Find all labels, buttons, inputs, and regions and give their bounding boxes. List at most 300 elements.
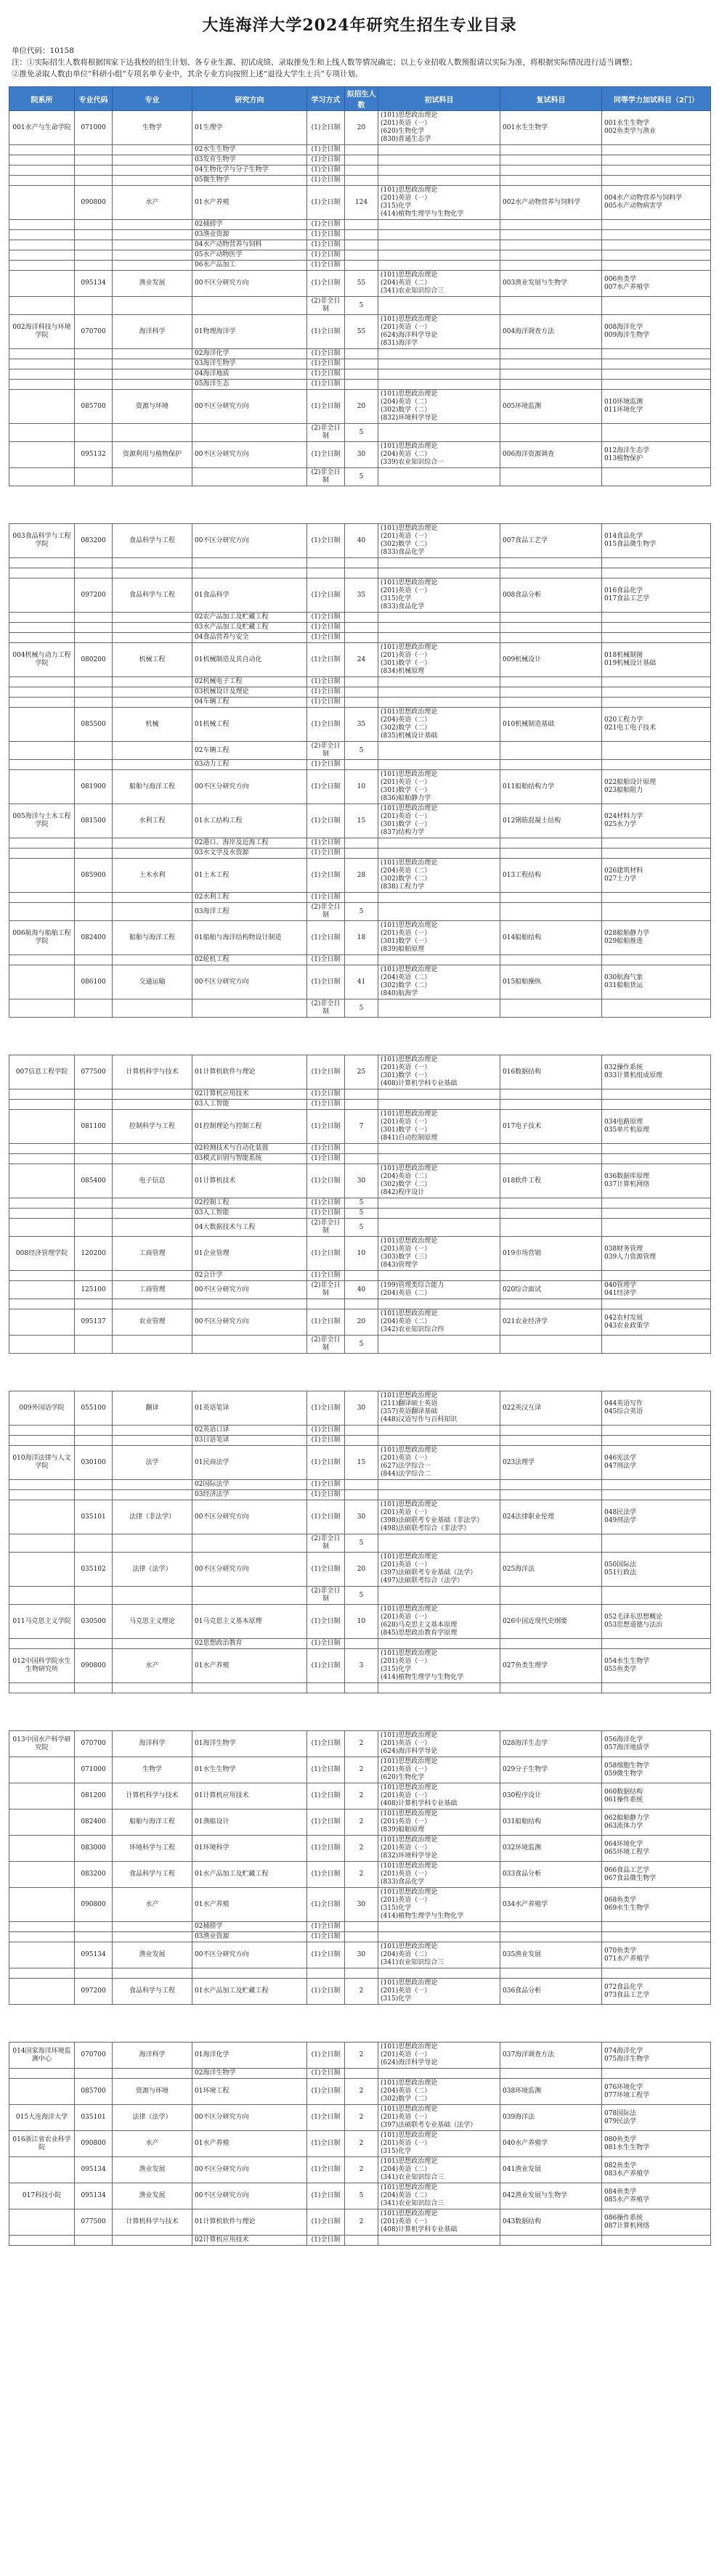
equivalent-cell [602, 742, 711, 760]
table-row [9, 1281, 711, 1299]
code-cell [75, 1683, 113, 1693]
table-row [9, 708, 711, 742]
quota-cell [345, 1922, 378, 1932]
code-cell: 086100 [75, 965, 113, 999]
quota-cell [345, 1426, 378, 1436]
major-cell: 农业管理 [113, 1309, 192, 1336]
major-cell [113, 1587, 192, 1605]
direction-cell: 01计算机软件与理论 [192, 1055, 307, 1089]
separator-cell [9, 2005, 711, 2043]
major-cell [113, 1154, 192, 1164]
direction-cell: 02港口、海岸及近海工程 [192, 838, 307, 849]
header-dept: 院系所 [9, 87, 75, 111]
exam-cell: (101)思想政治理论 (201)英语（一） (301)数学（一） (841)自动控制原理 [378, 1110, 500, 1144]
mode-cell: (1)全日制 [307, 230, 345, 240]
exam-cell: (101)思想政治理论 (201)英语（一） (628)马克思主义基本原理 (845)思想政治教育学原理 [378, 1605, 500, 1639]
retest-cell: 022英汉互译 [500, 1391, 602, 1426]
code-cell: 035101 [75, 1500, 113, 1534]
retest-cell: 041渔业发展 [500, 2157, 602, 2183]
direction-cell: 02车辆工程 [192, 742, 307, 760]
code-cell: 030100 [75, 1446, 113, 1480]
retest-cell: 008食品分析 [500, 578, 602, 613]
equivalent-cell [602, 424, 711, 442]
direction-cell: 02思想政治教育 [192, 1639, 307, 1649]
header-major: 专业 [113, 87, 192, 111]
major-cell [113, 176, 192, 186]
mode-cell: (1)全日制 [307, 2105, 345, 2131]
code-cell: 095134 [75, 2157, 113, 2183]
quota-cell: 55 [345, 315, 378, 349]
code-cell [75, 297, 113, 315]
direction-cell [192, 999, 307, 1018]
retest-cell: 025海洋法 [500, 1553, 602, 1587]
mode-cell: (1)全日制 [307, 643, 345, 677]
code-cell [75, 1968, 113, 1979]
exam-cell [378, 1426, 500, 1436]
table-row [9, 643, 711, 677]
equivalent-cell: 062船舶静力学 063流体力学 [602, 1810, 711, 1836]
mode-cell: (1)全日制 [307, 1089, 345, 1100]
exam-cell: (101)思想政治理论 (204)英语（二） (341)农业知识综合三 [378, 271, 500, 297]
table-row [9, 1534, 711, 1553]
direction-cell [192, 1968, 307, 1979]
equivalent-cell [602, 250, 711, 261]
code-cell [75, 1271, 113, 1281]
retest-cell: 039海洋法 [500, 2105, 602, 2131]
code-cell [75, 849, 113, 859]
code-cell [75, 633, 113, 643]
code-cell: 095134 [75, 271, 113, 297]
quota-cell: 5 [345, 903, 378, 921]
exam-cell [378, 1968, 500, 1979]
code-cell [75, 2069, 113, 2079]
quota-cell: 20 [345, 390, 378, 424]
table-row [9, 1605, 711, 1639]
quota-cell: 5 [345, 1587, 378, 1605]
code-cell [75, 955, 113, 965]
major-cell [113, 1198, 192, 1209]
equivalent-cell [602, 155, 711, 165]
direction-cell: 00不区分研究方向 [192, 1309, 307, 1336]
major-cell [113, 893, 192, 903]
unit-code: 单位代码：10158 [12, 46, 74, 55]
quota-cell: 10 [345, 1605, 378, 1639]
exam-cell [378, 1089, 500, 1100]
code-cell [75, 261, 113, 271]
direction-cell: 01水工结构工程 [192, 804, 307, 838]
retest-cell [500, 1639, 602, 1649]
major-cell [113, 230, 192, 240]
table-row [9, 1490, 711, 1500]
retest-cell [500, 568, 602, 578]
quota-cell: 2 [345, 1979, 378, 2005]
mode-cell: (1)全日制 [307, 1731, 345, 1757]
table-row [9, 359, 711, 369]
table-row [9, 633, 711, 643]
major-cell [113, 1922, 192, 1932]
mode-cell: (1)全日制 [307, 859, 345, 893]
header-direction: 研究方向 [192, 87, 307, 111]
exam-cell [378, 369, 500, 380]
equivalent-cell [602, 359, 711, 369]
code-cell: 082400 [75, 921, 113, 955]
table-header-row [9, 87, 711, 111]
quota-cell [345, 955, 378, 965]
mode-cell: (1)全日制 [307, 1309, 345, 1336]
table-row [9, 1336, 711, 1354]
exam-cell [378, 760, 500, 770]
direction-cell: 02计算机应用技术 [192, 2236, 307, 2246]
direction-cell: 03人工智能 [192, 1100, 307, 1110]
code-cell [75, 468, 113, 486]
retest-cell [500, 903, 602, 921]
equivalent-cell [602, 468, 711, 486]
header-quota: 拟招生人数 [345, 87, 378, 111]
table-row [9, 1979, 711, 2005]
exam-cell: (101)思想政治理论 (204)英语（二） (341)农业知识综合三 [378, 2183, 500, 2209]
exam-cell: (101)思想政治理论 (201)英语（一） (315)化学 (833)食品化学 [378, 578, 500, 613]
quota-cell [345, 261, 378, 271]
direction-cell: 00不区分研究方向 [192, 1281, 307, 1299]
retest-cell: 006海洋资源调查 [500, 442, 602, 468]
table-row [9, 1089, 711, 1100]
code-cell [75, 250, 113, 261]
exam-cell: (101)思想政治理论 (204)英语（二） (302)数学（二） (832)环境科学导论 [378, 390, 500, 424]
retest-cell: 036食品分析 [500, 1979, 602, 2005]
direction-cell [192, 1683, 307, 1693]
major-cell [113, 677, 192, 687]
code-cell [75, 1639, 113, 1649]
code-cell [75, 558, 113, 568]
retest-cell [500, 677, 602, 687]
equivalent-cell: 028船舶静力学 029船舶推进 [602, 921, 711, 955]
direction-cell: 00不区分研究方向 [192, 271, 307, 297]
quota-cell: 5 [345, 2183, 378, 2209]
dept-cell [9, 955, 75, 965]
exam-cell [378, 1480, 500, 1490]
exam-cell [378, 261, 500, 271]
direction-cell: 02英语口译 [192, 1426, 307, 1436]
exam-cell [378, 1198, 500, 1209]
exam-cell [378, 623, 500, 633]
dept-cell [9, 708, 75, 742]
retest-cell [500, 687, 602, 698]
quota-cell [345, 155, 378, 165]
table-row [9, 1055, 711, 1089]
major-cell [113, 1436, 192, 1446]
dept-cell [9, 1426, 75, 1436]
retest-cell [500, 145, 602, 155]
table-row [9, 524, 711, 558]
dept-cell: 007信息工程学院 [9, 1055, 75, 1089]
dept-cell [9, 442, 75, 468]
equivalent-cell: 012海洋生态学 013植物保护 [602, 442, 711, 468]
retest-cell [500, 468, 602, 486]
quota-cell [345, 1490, 378, 1500]
equivalent-cell: 046宪法学 047刑法学 [602, 1446, 711, 1480]
equivalent-cell: 084鱼类学 085水产养殖学 [602, 2183, 711, 2209]
code-cell [75, 155, 113, 165]
equivalent-cell [602, 1683, 711, 1693]
direction-cell: 02海洋生物学 [192, 2069, 307, 2079]
direction-cell: 01海洋化学 [192, 2043, 307, 2069]
exam-cell: (101)思想政治理论 (201)英语（一） (302)数学（二） (833)食品化学 [378, 524, 500, 558]
quota-cell: 41 [345, 965, 378, 999]
quota-cell [345, 633, 378, 643]
exam-cell [378, 2236, 500, 2246]
retest-cell [500, 849, 602, 859]
quota-cell [345, 1154, 378, 1164]
code-cell: 071000 [75, 1757, 113, 1783]
dept-cell [9, 578, 75, 613]
quota-cell: 5 [345, 1219, 378, 1237]
dept-cell [9, 468, 75, 486]
quota-cell: 2 [345, 2079, 378, 2105]
major-cell: 生物学 [113, 111, 192, 145]
equivalent-cell: 042农村发展 043农业政策学 [602, 1309, 711, 1336]
table-row [9, 613, 711, 623]
major-cell [113, 1683, 192, 1693]
equivalent-cell [602, 1436, 711, 1446]
major-cell: 法律（非法学） [113, 1500, 192, 1534]
table-row [9, 2079, 711, 2105]
quota-cell: 2 [345, 2105, 378, 2131]
exam-cell: (101)思想政治理论 (201)英语（一） (408)计算机学科专业基础 [378, 2209, 500, 2236]
direction-cell: 03经济法学 [192, 1490, 307, 1500]
table-row [9, 770, 711, 804]
retest-cell [500, 1480, 602, 1490]
exam-cell: (101)思想政治理论 (201)英语（一） (397)法硕联考专业基础（法学） [378, 2105, 500, 2131]
table-row [9, 1639, 711, 1649]
mode-cell: (2)非全日制 [307, 297, 345, 315]
dept-cell [9, 633, 75, 643]
quota-cell [345, 2236, 378, 2246]
retest-cell: 029分子生物学 [500, 1757, 602, 1783]
code-cell: 085400 [75, 1164, 113, 1198]
mode-cell: (1)全日制 [307, 1271, 345, 1281]
quota-cell: 30 [345, 1164, 378, 1198]
direction-cell: 01水产品加工及贮藏工程 [192, 1979, 307, 2005]
mode-cell: (1)全日制 [307, 2069, 345, 2079]
dept-cell: 016浙江省农业科学院 [9, 2131, 75, 2157]
equivalent-cell [602, 1587, 711, 1605]
code-cell [75, 677, 113, 687]
mode-cell: (1)全日制 [307, 442, 345, 468]
exam-cell: (101)思想政治理论 (204)英语（二） (302)数学（二） (842)程序设计 [378, 1164, 500, 1198]
mode-cell: (2)非全日制 [307, 1281, 345, 1299]
code-cell: 085700 [75, 390, 113, 424]
equivalent-cell: 060数据结构 061操作系统 [602, 1783, 711, 1810]
table-row [9, 568, 711, 578]
table-row [9, 1219, 711, 1237]
quota-cell: 20 [345, 111, 378, 145]
retest-cell [500, 1219, 602, 1237]
quota-cell [345, 1932, 378, 1942]
code-cell [75, 1219, 113, 1237]
mode-cell: (1)全日制 [307, 698, 345, 708]
dept-cell [9, 1836, 75, 1862]
program-table [9, 86, 711, 2246]
mode-cell: (1)全日制 [307, 250, 345, 261]
major-cell [113, 558, 192, 568]
mode-cell: (1)全日制 [307, 1639, 345, 1649]
direction-cell: 04车辆工程 [192, 698, 307, 708]
exam-cell: (101)思想政治理论 (204)英语（二） (339)农业知识综合一 [378, 442, 500, 468]
table-row [9, 903, 711, 921]
dept-cell: 009外国语学院 [9, 1391, 75, 1426]
dept-cell: 017科技小院 [9, 2183, 75, 2209]
equivalent-cell: 054水生生物学 055鱼类学 [602, 1649, 711, 1683]
quota-cell [345, 359, 378, 369]
retest-cell [500, 760, 602, 770]
quota-cell [345, 1436, 378, 1446]
dept-cell: 004机械与动力工程学院 [9, 643, 75, 677]
direction-cell: 06水产品加工 [192, 261, 307, 271]
equivalent-cell [602, 1426, 711, 1436]
mode-cell: (1)全日制 [307, 1922, 345, 1932]
dept-cell [9, 1164, 75, 1198]
exam-cell [378, 1100, 500, 1110]
table-row [9, 349, 711, 359]
mode-cell: (1)全日制 [307, 271, 345, 297]
quota-cell: 30 [345, 442, 378, 468]
major-cell [113, 742, 192, 760]
exam-cell [378, 633, 500, 643]
retest-cell: 028海洋生态学 [500, 1731, 602, 1757]
dept-cell [9, 1100, 75, 1110]
code-cell: 083000 [75, 1836, 113, 1862]
direction-cell: 01英语笔译 [192, 1391, 307, 1426]
major-cell: 渔业发展 [113, 2183, 192, 2209]
mode-cell: (1)全日制 [307, 240, 345, 250]
dept-cell [9, 261, 75, 271]
mode-cell: (1)全日制 [307, 893, 345, 903]
code-cell [75, 623, 113, 633]
major-cell [113, 359, 192, 369]
retest-cell [500, 2069, 602, 2079]
retest-cell: 033食品分析 [500, 1862, 602, 1888]
code-cell: 120200 [75, 1237, 113, 1271]
direction-cell: 02水生生物学 [192, 145, 307, 155]
retest-cell [500, 176, 602, 186]
equivalent-cell: 030航海气象 031船舶货运 [602, 965, 711, 999]
dept-cell [9, 1089, 75, 1100]
table-row [9, 240, 711, 250]
quota-cell [345, 250, 378, 261]
retest-cell [500, 1426, 602, 1436]
code-cell [75, 2236, 113, 2246]
direction-cell: 01环境科学 [192, 1836, 307, 1862]
direction-cell: 01食品科学 [192, 578, 307, 613]
mode-cell: (1)全日制 [307, 165, 345, 176]
direction-cell: 01物理海洋学 [192, 315, 307, 349]
dept-cell [9, 999, 75, 1018]
mode-cell: (2)非全日制 [307, 1219, 345, 1237]
code-cell: 081900 [75, 770, 113, 804]
exam-cell [378, 1587, 500, 1605]
dept-cell [9, 250, 75, 261]
retest-cell [500, 838, 602, 849]
direction-cell: 03水文学及水资源 [192, 849, 307, 859]
code-cell: 090800 [75, 2131, 113, 2157]
dept-cell [9, 271, 75, 297]
mode-cell: (2)非全日制 [307, 1336, 345, 1354]
table-row [9, 1209, 711, 1219]
mode-cell: (1)全日制 [307, 1144, 345, 1154]
dept-cell: 003食品科学与工程学院 [9, 524, 75, 558]
major-cell: 渔业发展 [113, 271, 192, 297]
table-row [9, 220, 711, 230]
table-row [9, 1144, 711, 1154]
dept-cell [9, 390, 75, 424]
code-cell [75, 1154, 113, 1164]
section-separator [9, 2005, 711, 2043]
quota-cell: 20 [345, 1553, 378, 1587]
dept-cell: 001水产与生命学院 [9, 111, 75, 145]
code-cell [75, 230, 113, 240]
code-cell [75, 1480, 113, 1490]
equivalent-cell [602, 613, 711, 623]
quota-cell: 2 [345, 1810, 378, 1836]
quota-cell [345, 1100, 378, 1110]
major-cell: 海洋科学 [113, 315, 192, 349]
dept-cell [9, 1862, 75, 1888]
mode-cell [307, 568, 345, 578]
table-row [9, 1391, 711, 1426]
code-cell [75, 1144, 113, 1154]
dept-cell [9, 1219, 75, 1237]
exam-cell: (101)思想政治理论 (201)英语（一） (315)化学 [378, 1979, 500, 2005]
equivalent-cell [602, 176, 711, 186]
equivalent-cell: 032操作系统 033计算机组成原理 [602, 1055, 711, 1089]
table-row [9, 468, 711, 486]
retest-cell: 004海洋调查方法 [500, 315, 602, 349]
major-cell [113, 1271, 192, 1281]
dept-cell [9, 893, 75, 903]
mode-cell: (1)全日制 [307, 708, 345, 742]
quota-cell: 30 [345, 1942, 378, 1968]
exam-cell [378, 145, 500, 155]
retest-cell [500, 220, 602, 230]
retest-cell [500, 1154, 602, 1164]
dept-cell [9, 677, 75, 687]
major-cell: 资源利用与植物保护 [113, 442, 192, 468]
code-cell [75, 999, 113, 1018]
equivalent-cell: 078国际法 079民法学 [602, 2105, 711, 2131]
equivalent-cell [602, 838, 711, 849]
quota-cell [345, 1089, 378, 1100]
quota-cell [345, 230, 378, 240]
dept-cell [9, 760, 75, 770]
mode-cell: (1)全日制 [307, 838, 345, 849]
retest-cell: 009机械设计 [500, 643, 602, 677]
mode-cell: (2)非全日制 [307, 1587, 345, 1605]
exam-cell [378, 220, 500, 230]
major-cell [113, 2069, 192, 2079]
table-row [9, 1942, 711, 1968]
dept-cell [9, 1639, 75, 1649]
equivalent-cell: 066食品工艺学 067食品微生物学 [602, 1862, 711, 1888]
table-row [9, 578, 711, 613]
code-cell [75, 1299, 113, 1309]
major-cell [113, 613, 192, 623]
mode-cell: (1)全日制 [307, 1164, 345, 1198]
mode-cell: (1)全日制 [307, 921, 345, 955]
equivalent-cell: 001水生生物学 002鱼类学与渔业 [602, 111, 711, 145]
dept-cell [9, 1757, 75, 1783]
code-cell [75, 176, 113, 186]
table-row [9, 380, 711, 390]
